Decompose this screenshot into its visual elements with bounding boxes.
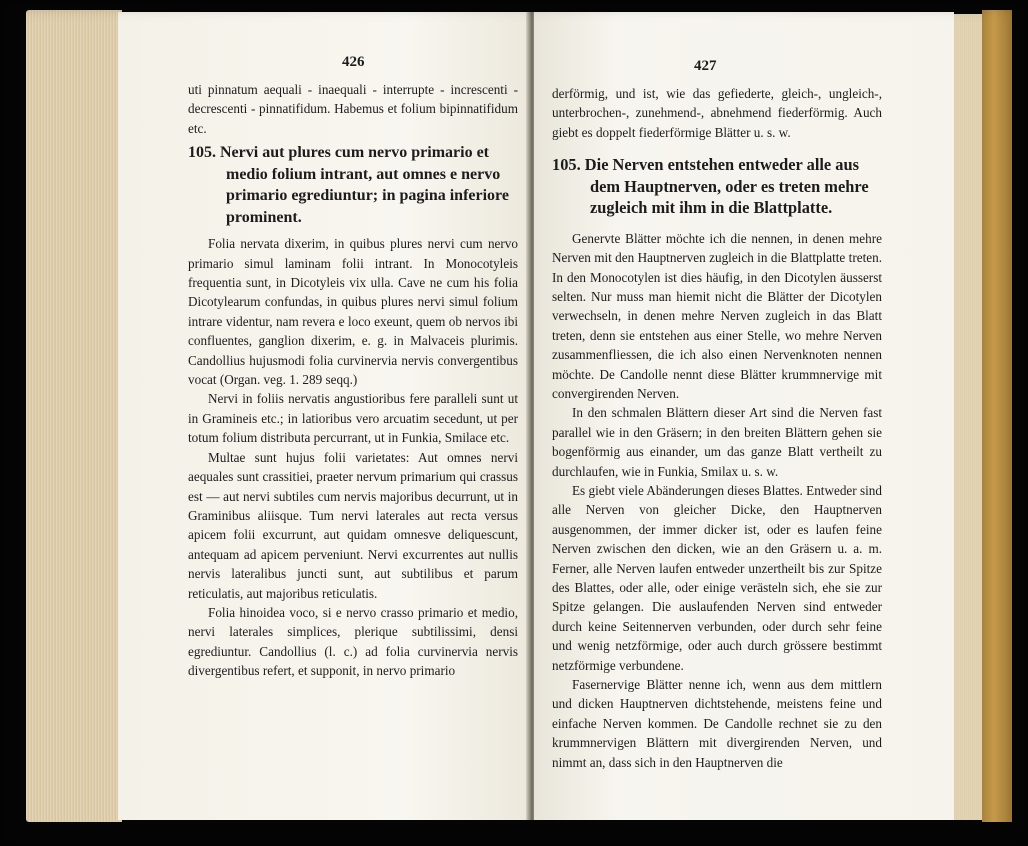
- left-page: [118, 12, 530, 820]
- section-title: Die Nerven entstehen entweder alle aus dem Hauptnerven, oder es treten mehre zugleich mit ihm in die Blattplatte.: [584, 155, 869, 218]
- paragraph: Nervi in foliis nervatis angustioribus fere paralleli sunt ut in Gramineis etc.; in latioribus vero arcuatim secedunt, ut per totum folium distributa percurrant, ut in Funkia, Smilace etc.: [188, 391, 518, 446]
- continued-text: derförmig, und ist, wie das gefiederte, gleich-, ungleich-, unterbrochen-, zunehmend-, abnehmend fiederförmig. Auch giebt es doppelt fiederförmige Blätter u. s. w.: [552, 86, 882, 140]
- page-number: 427: [694, 58, 717, 74]
- paragraph: Folia nervata dixerim, in quibus plures nervi cum nervo primario simul laminam folii intrant. In Monocotyleis frequentia sunt, in Dicotyleis vix ulla. Cave ne cum his folia Dicotylearum confundas, in quibus plures nervi simul folium intrare videntur, nam revera e loco exeunt, quem ob nervos ibi confluentes, ganglion dixerim, e. g. in Malvaceis plurimis. Candollius hujusmodi folia curvinervia nervis convergentibus vocat (Organ. veg. 1. 289 seqq.): [188, 236, 518, 388]
- right-page: [534, 12, 954, 820]
- paragraph: Es giebt viele Abänderungen dieses Blattes. Entweder sind alle Nerven von gleicher Dicke, den Hauptnerven ausgenommen, der immer dicker ist, oder es laufen feine Nerven zwischen den dicken, wie an den Gräsern u. a. m. Ferner, alle Nerven laufen entweder unzertheilt bis zur Spitze des Blattes, oder alle, oder einige verästeln sich, ehe sie zur Spitze gelangen. Die auslaufenden Nerven sind entweder durch keine Seitennerven verbunden, oder durch sehr feine und wenig netzförmige, oder auch durch grössere bestimmt netzförmige verbundene.: [552, 483, 882, 673]
- page-body: [188, 80, 518, 681]
- page-edges-right: [952, 14, 982, 820]
- section-number: 105.: [552, 155, 581, 175]
- paragraph: Fasernervige Blätter nenne ich, wenn aus dem mittlern und dicken Hauptnerven dichtstehende, meistens feine und einfache Nerven kommen. De Candolle rechnet sie zu den krummnervigen Blättern mit divergirenden Nerven, und nimmt an, dass sich in den Hauptnerven die: [552, 677, 882, 770]
- section-title: Nervi aut plures cum nervo primario et medio folium intrant, aut omnes e nervo primario egrediuntur; in pagina inferiore prominent.: [220, 144, 509, 226]
- section-heading: [188, 142, 518, 228]
- paragraph: Genervte Blätter möchte ich die nennen, in denen mehre Nerven mit den Hauptnerven zugleich in die Blattplatte treten. In den Monocotylen ist dies häufig, in den Dicotylen äusserst selten. Nur muss man hiemit nicht die Blätter der Dicotylen verwechseln, in denen mehre Nerven zugleich in das Blatt treten, denn sie entstehen aus einer Stelle, wo mehre Nerven zusammenfliessen, die ich also einen Nervenknoten nennen möchte. De Candolle nennt diese Blätter krummnervige mit convergirenden Nerven.: [552, 230, 882, 401]
- section-number: 105.: [188, 144, 216, 162]
- section-heading: [552, 154, 882, 219]
- paragraph: In den schmalen Blättern dieser Art sind die Nerven fast parallel wie in den Gräsern; in den breiten Blättern gehen sie bogenförmig aus einander, um das ganze Blatt vertheilt zu durchlaufen, wie in Funkia, Smilax u. s. w.: [552, 405, 882, 479]
- page-number: 426: [342, 54, 365, 70]
- paragraph: Multae sunt hujus folii varietates: Aut omnes nervi aequales sunt crassitiei, praeter nervum primarium qui crassus est — aut nervi subtiles cum nervis majoribus decurrunt, ut in Graminibus aliisque. Tum nervi laterales aut recta versus apicem folii excurrunt, aut quidam omnesve deliquescunt, antequam ad apicem perveniunt. Nervi excurrentes aut nullis nervis lateralibus juncti sunt, aut subtilibus et parum reticulatis, aut majoribus reticulatis.: [188, 449, 518, 601]
- continued-text: uti pinnatum aequali - inaequali - interrupte - increscenti - decrescenti - pinnatifidum. Habemus et folium bipinnatifidum etc.: [188, 82, 518, 136]
- page-edges-left: [26, 10, 122, 822]
- page-body: [552, 84, 882, 772]
- paragraph: Folia hinoidea voco, si e nervo crasso primario et medio, nervi laterales simplices, plerique subtilissimi, densi egrediuntur. Candollius (l. c.) ad folia curvinervia nervis divergentibus refert, et supponit, in nervo primario: [188, 604, 518, 679]
- book-cover-edge: [982, 10, 1012, 822]
